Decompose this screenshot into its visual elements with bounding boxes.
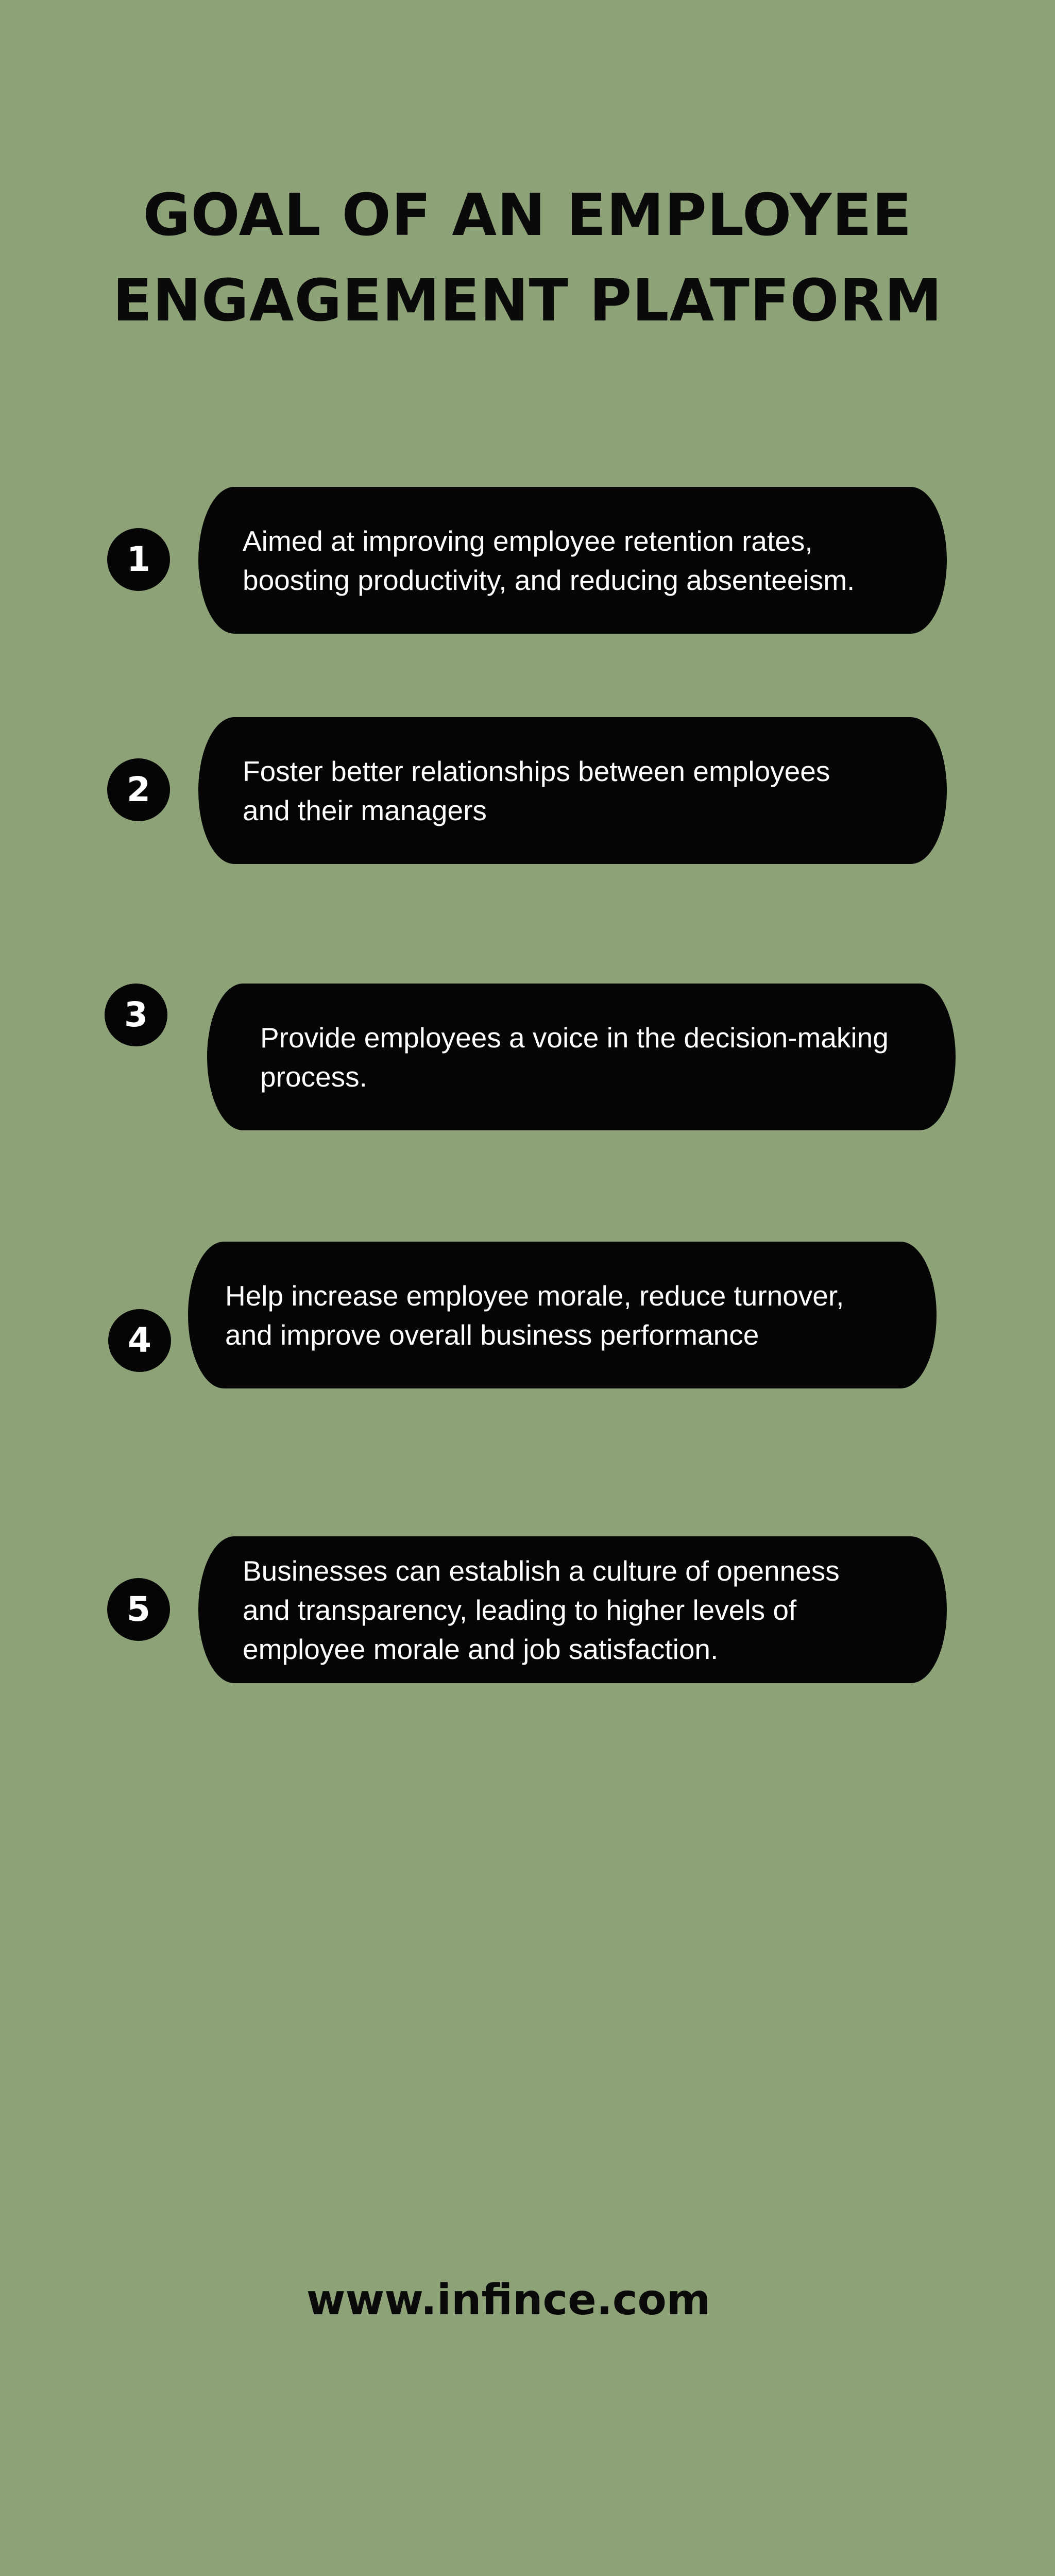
goal-number-4: 4 <box>108 1309 171 1372</box>
goal-number-3: 3 <box>105 984 167 1046</box>
goal-text-1: Aimed at improving employee retention rates, boosting productivity, and reducing absenteeism. <box>243 524 855 596</box>
goal-number-5: 5 <box>107 1578 170 1641</box>
goal-text-4: Help increase employee morale, reduce turnover, and improve overall business performance <box>225 1279 844 1351</box>
title-line-2: ENGAGEMENT PLATFORM <box>112 267 943 334</box>
goal-text-5: Businesses can establish a culture of openness and transparency, leading to higher levels of employee morale and job satisfaction. <box>243 1554 840 1665</box>
goal-card-3 <box>207 984 956 1130</box>
goal-number-2: 2 <box>107 758 170 821</box>
title-line-1: GOAL OF AN EMPLOYEE <box>143 182 912 249</box>
goal-card-4 <box>188 1242 937 1388</box>
goal-card-5 <box>198 1536 947 1683</box>
goal-text-3: Provide employees a voice in the decision-making process. <box>260 1021 889 1093</box>
goal-number-1: 1 <box>107 528 170 591</box>
page-title <box>0 173 1055 344</box>
goal-card-1 <box>198 487 947 634</box>
goal-text-2: Foster better relationships between employees and their managers <box>243 755 830 826</box>
goal-card-2 <box>198 717 947 864</box>
website-url: www.infince.com <box>306 2276 711 2325</box>
